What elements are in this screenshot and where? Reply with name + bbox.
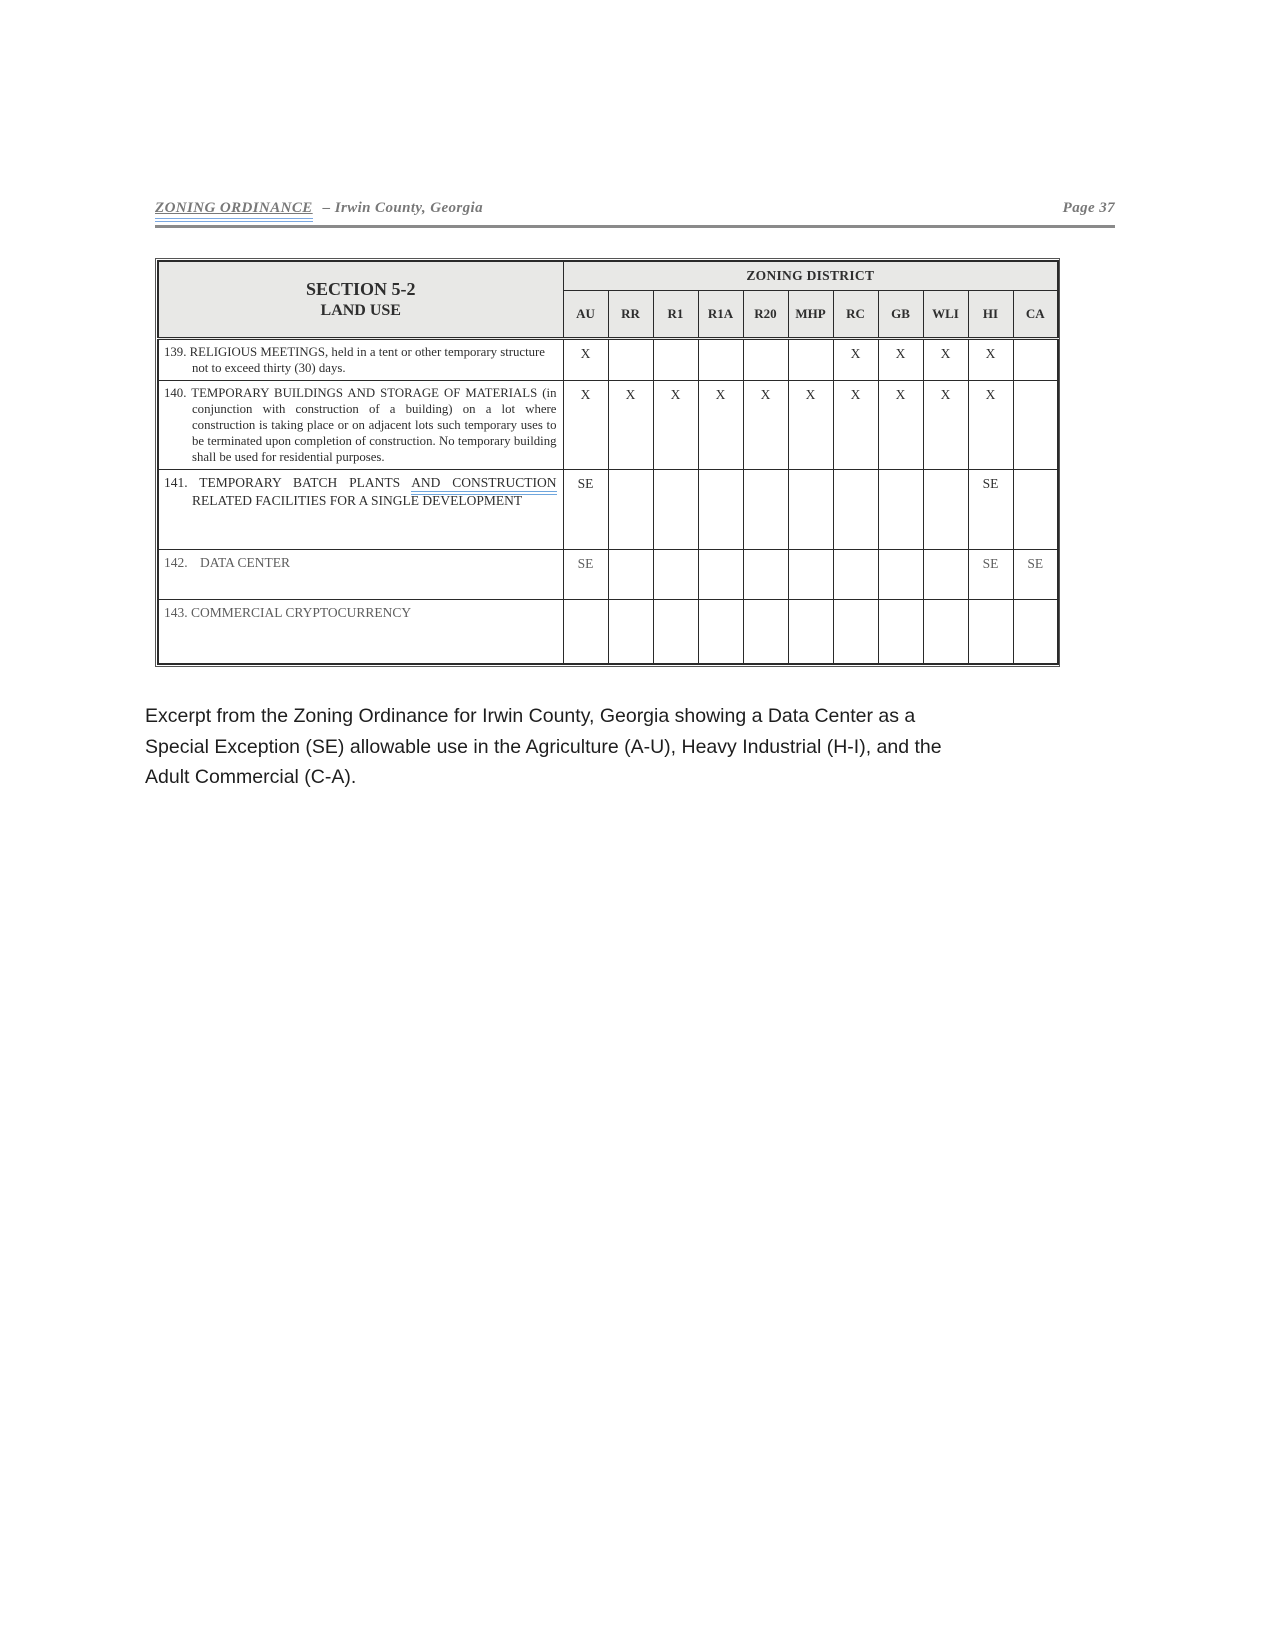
cell-140-gb: X [878,381,923,470]
cell-142-rc [833,550,878,600]
district-column-rc: RC [833,291,878,339]
cell-140-rr: X [608,381,653,470]
table-header [158,261,1058,339]
header-page-number: Page 37 [1062,200,1115,216]
header-subtitle: – Irwin County, Georgia [322,200,484,216]
land-use-text [164,385,557,465]
cell-139-mhp [788,339,833,381]
caption-line: Adult Commercial (C-A). [145,766,357,788]
cell-142-au: SE [563,550,608,600]
land-use-text [164,554,557,572]
cell-140-wli: X [923,381,968,470]
cell-143-r20 [743,600,788,664]
section-header-cell [158,261,563,339]
cell-141-hi: SE [968,470,1013,550]
cell-139-r20 [743,339,788,381]
cell-141-mhp [788,470,833,550]
section-title: SECTION 5-2 [305,279,416,300]
page-header [155,200,1115,228]
district-column-wli: WLI [923,291,968,339]
cell-143-rr [608,600,653,664]
district-column-ca: CA [1013,291,1058,339]
land-use-text [164,474,557,510]
cell-141-au: SE [563,470,608,550]
land-use-cell-139 [158,339,563,381]
cell-142-wli [923,550,968,600]
cell-143-ca [1013,600,1058,664]
cell-143-mhp [788,600,833,664]
row-use-text: DATA CENTER [200,555,291,570]
zoning-table-wrapper [155,258,1060,667]
cell-142-r1 [653,550,698,600]
cell-140-au: X [563,381,608,470]
cell-141-rr [608,470,653,550]
cell-143-wli [923,600,968,664]
cell-139-wli: X [923,339,968,381]
row-use-text-suffix: RELATED FACILITIES FOR A SINGLE DEVELOPMENT [192,493,523,508]
cell-139-r1 [653,339,698,381]
land-use-cell-140 [158,381,563,470]
cell-143-au [563,600,608,664]
cell-141-rc [833,470,878,550]
row-use-text-prefix: TEMPORARY BATCH PLANTS [199,475,401,490]
land-use-cell-141 [158,470,563,550]
cell-141-r1 [653,470,698,550]
row-use-text: COMMERCIAL CRYPTOCURRENCY [191,605,412,620]
cell-142-ca: SE [1013,550,1058,600]
header-line [155,200,1115,222]
cell-143-rc [833,600,878,664]
cell-142-r1a [698,550,743,600]
cell-143-r1 [653,600,698,664]
cell-141-wli [923,470,968,550]
cell-140-r20: X [743,381,788,470]
row-number: 139. [164,345,187,359]
cell-141-r1a [698,470,743,550]
district-header-row [158,261,1058,291]
caption [145,701,1065,793]
cell-140-hi: X [968,381,1013,470]
header-rule [155,225,1115,228]
district-column-r20: R20 [743,291,788,339]
land-use-cell-142 [158,550,563,600]
district-column-hi: HI [968,291,1013,339]
cell-139-au: X [563,339,608,381]
table-row-143 [158,600,1058,664]
cell-141-ca [1013,470,1058,550]
zoning-table [157,260,1059,665]
district-column-gb: GB [878,291,923,339]
district-column-r1a: R1A [698,291,743,339]
cell-139-hi: X [968,339,1013,381]
row-number: 140. [164,386,187,400]
table-row-141 [158,470,1058,550]
cell-143-hi [968,600,1013,664]
cell-142-r20 [743,550,788,600]
district-column-mhp: MHP [788,291,833,339]
table-body [158,339,1058,664]
cell-143-gb [878,600,923,664]
cell-139-rc: X [833,339,878,381]
header-title: ZONING ORDINANCE [155,200,313,222]
land-use-cell-143 [158,600,563,664]
cell-142-hi: SE [968,550,1013,600]
district-column-rr: RR [608,291,653,339]
land-use-text [164,344,557,376]
section-subtitle: LAND USE [320,301,401,319]
cell-139-ca [1013,339,1058,381]
row-number: 143. [164,605,188,620]
cell-139-r1a [698,339,743,381]
cell-140-r1: X [653,381,698,470]
cell-142-mhp [788,550,833,600]
cell-141-gb [878,470,923,550]
table-row-140 [158,381,1058,470]
row-use-text: TEMPORARY BUILDINGS AND STORAGE OF MATERIALS (in conjunction with construction of a building) on a lot where construction is taking place or on adjacent lots such temporary uses to be terminated upon completion of construction. No temporary building shall be used for residential purposes. [191,386,557,464]
district-column-r1: R1 [653,291,698,339]
cell-140-mhp: X [788,381,833,470]
cell-140-r1a: X [698,381,743,470]
row-number: 141. [164,475,188,490]
cell-143-r1a [698,600,743,664]
zoning-district-header: ZONING DISTRICT [563,261,1058,291]
cell-141-r20 [743,470,788,550]
cell-140-ca [1013,381,1058,470]
table-row-139 [158,339,1058,381]
row-use-text-underlined: AND CONSTRUCTION [411,475,556,495]
cell-142-gb [878,550,923,600]
district-column-au: AU [563,291,608,339]
land-use-text [164,604,557,622]
caption-line: Excerpt from the Zoning Ordinance for Irwin County, Georgia showing a Data Center as a [145,705,916,727]
cell-139-gb: X [878,339,923,381]
cell-139-rr [608,339,653,381]
cell-142-rr [608,550,653,600]
row-number: 142. [164,555,188,570]
row-use-text: RELIGIOUS MEETINGS, held in a tent or other temporary structure not to exceed thirty (30) days. [189,345,545,375]
table-row-142 [158,550,1058,600]
caption-line: Special Exception (SE) allowable use in the Agriculture (A-U), Heavy Industrial (H-I), and the [145,735,942,758]
cell-140-rc: X [833,381,878,470]
